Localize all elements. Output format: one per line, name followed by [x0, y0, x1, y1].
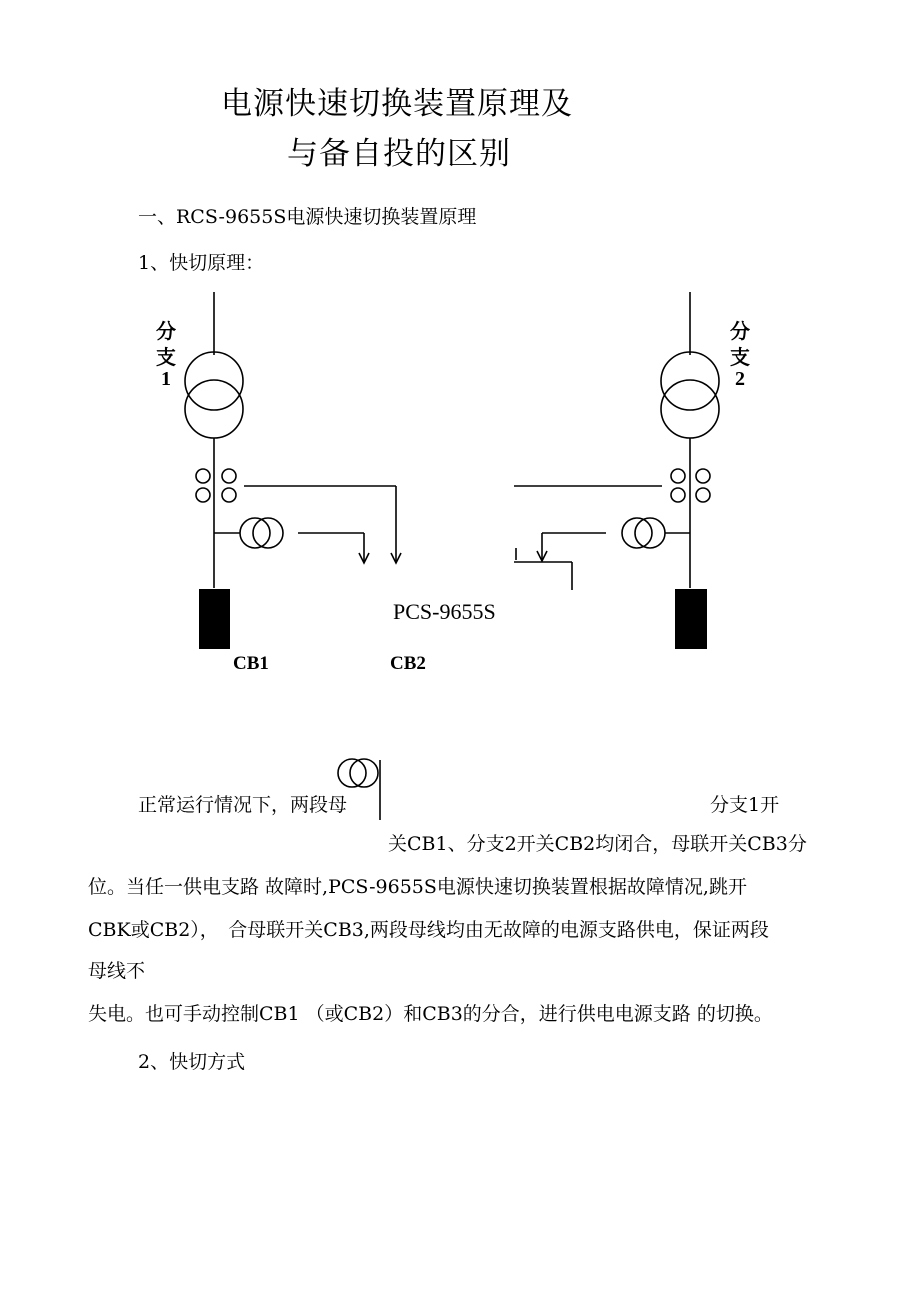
branch1-transformer-lower: [185, 380, 243, 438]
branch2-transformer-upper: [661, 352, 719, 410]
branch2-label-char3: 2: [735, 368, 745, 390]
document-title-line1: 电源快速切换装置原理及: [221, 86, 573, 122]
device-label: PCS-9655S: [393, 599, 496, 624]
cb1-breaker-block: [199, 589, 230, 649]
branch1-transformer-upper: [185, 352, 243, 410]
branch1-label-char2: 支: [156, 347, 176, 369]
para1-line6: 失电。也可手动控制CB1 （或CB2）和CB3的分合，进行供电电源支路 的切换。: [88, 1003, 773, 1025]
para1-line3: 位。当任一供电支路 故障时,PCS-9655S电源快速切换装置根据故障情况,跳开: [88, 876, 747, 898]
subsection1-heading: 1、快切原理：: [138, 252, 265, 274]
branch1-label-char1: 分: [156, 321, 176, 343]
para1-line1-left: 正常运行情况下，两段母: [138, 794, 348, 816]
para1-line2: 关CB1、分支2开关CB2均闭合，母联开关CB3分: [388, 833, 807, 855]
para1-line4: CBK或CB2）， 合母联开关CB3,两段母线均由无故障的电源支路供电，保证两段: [88, 919, 769, 941]
branch2-label-char2: 支: [730, 347, 750, 369]
document-title-line2: 与备自投的区别: [287, 136, 511, 172]
cb2-breaker-block: [675, 589, 707, 649]
section1-heading: 一、RCS-9655S电源快速切换装置原理: [138, 206, 477, 228]
subsection2-heading: 2、快切方式: [138, 1051, 246, 1073]
branch2-transformer-lower: [661, 380, 719, 438]
cb2-label: CB2: [390, 653, 426, 674]
branch1-label-char3: 1: [161, 368, 171, 390]
branch2-label-char1: 分: [730, 321, 750, 343]
cb1-label: CB1: [233, 653, 269, 674]
para1-line1-right: 分支1开: [710, 794, 780, 816]
para1-line5: 母线不: [88, 960, 146, 982]
